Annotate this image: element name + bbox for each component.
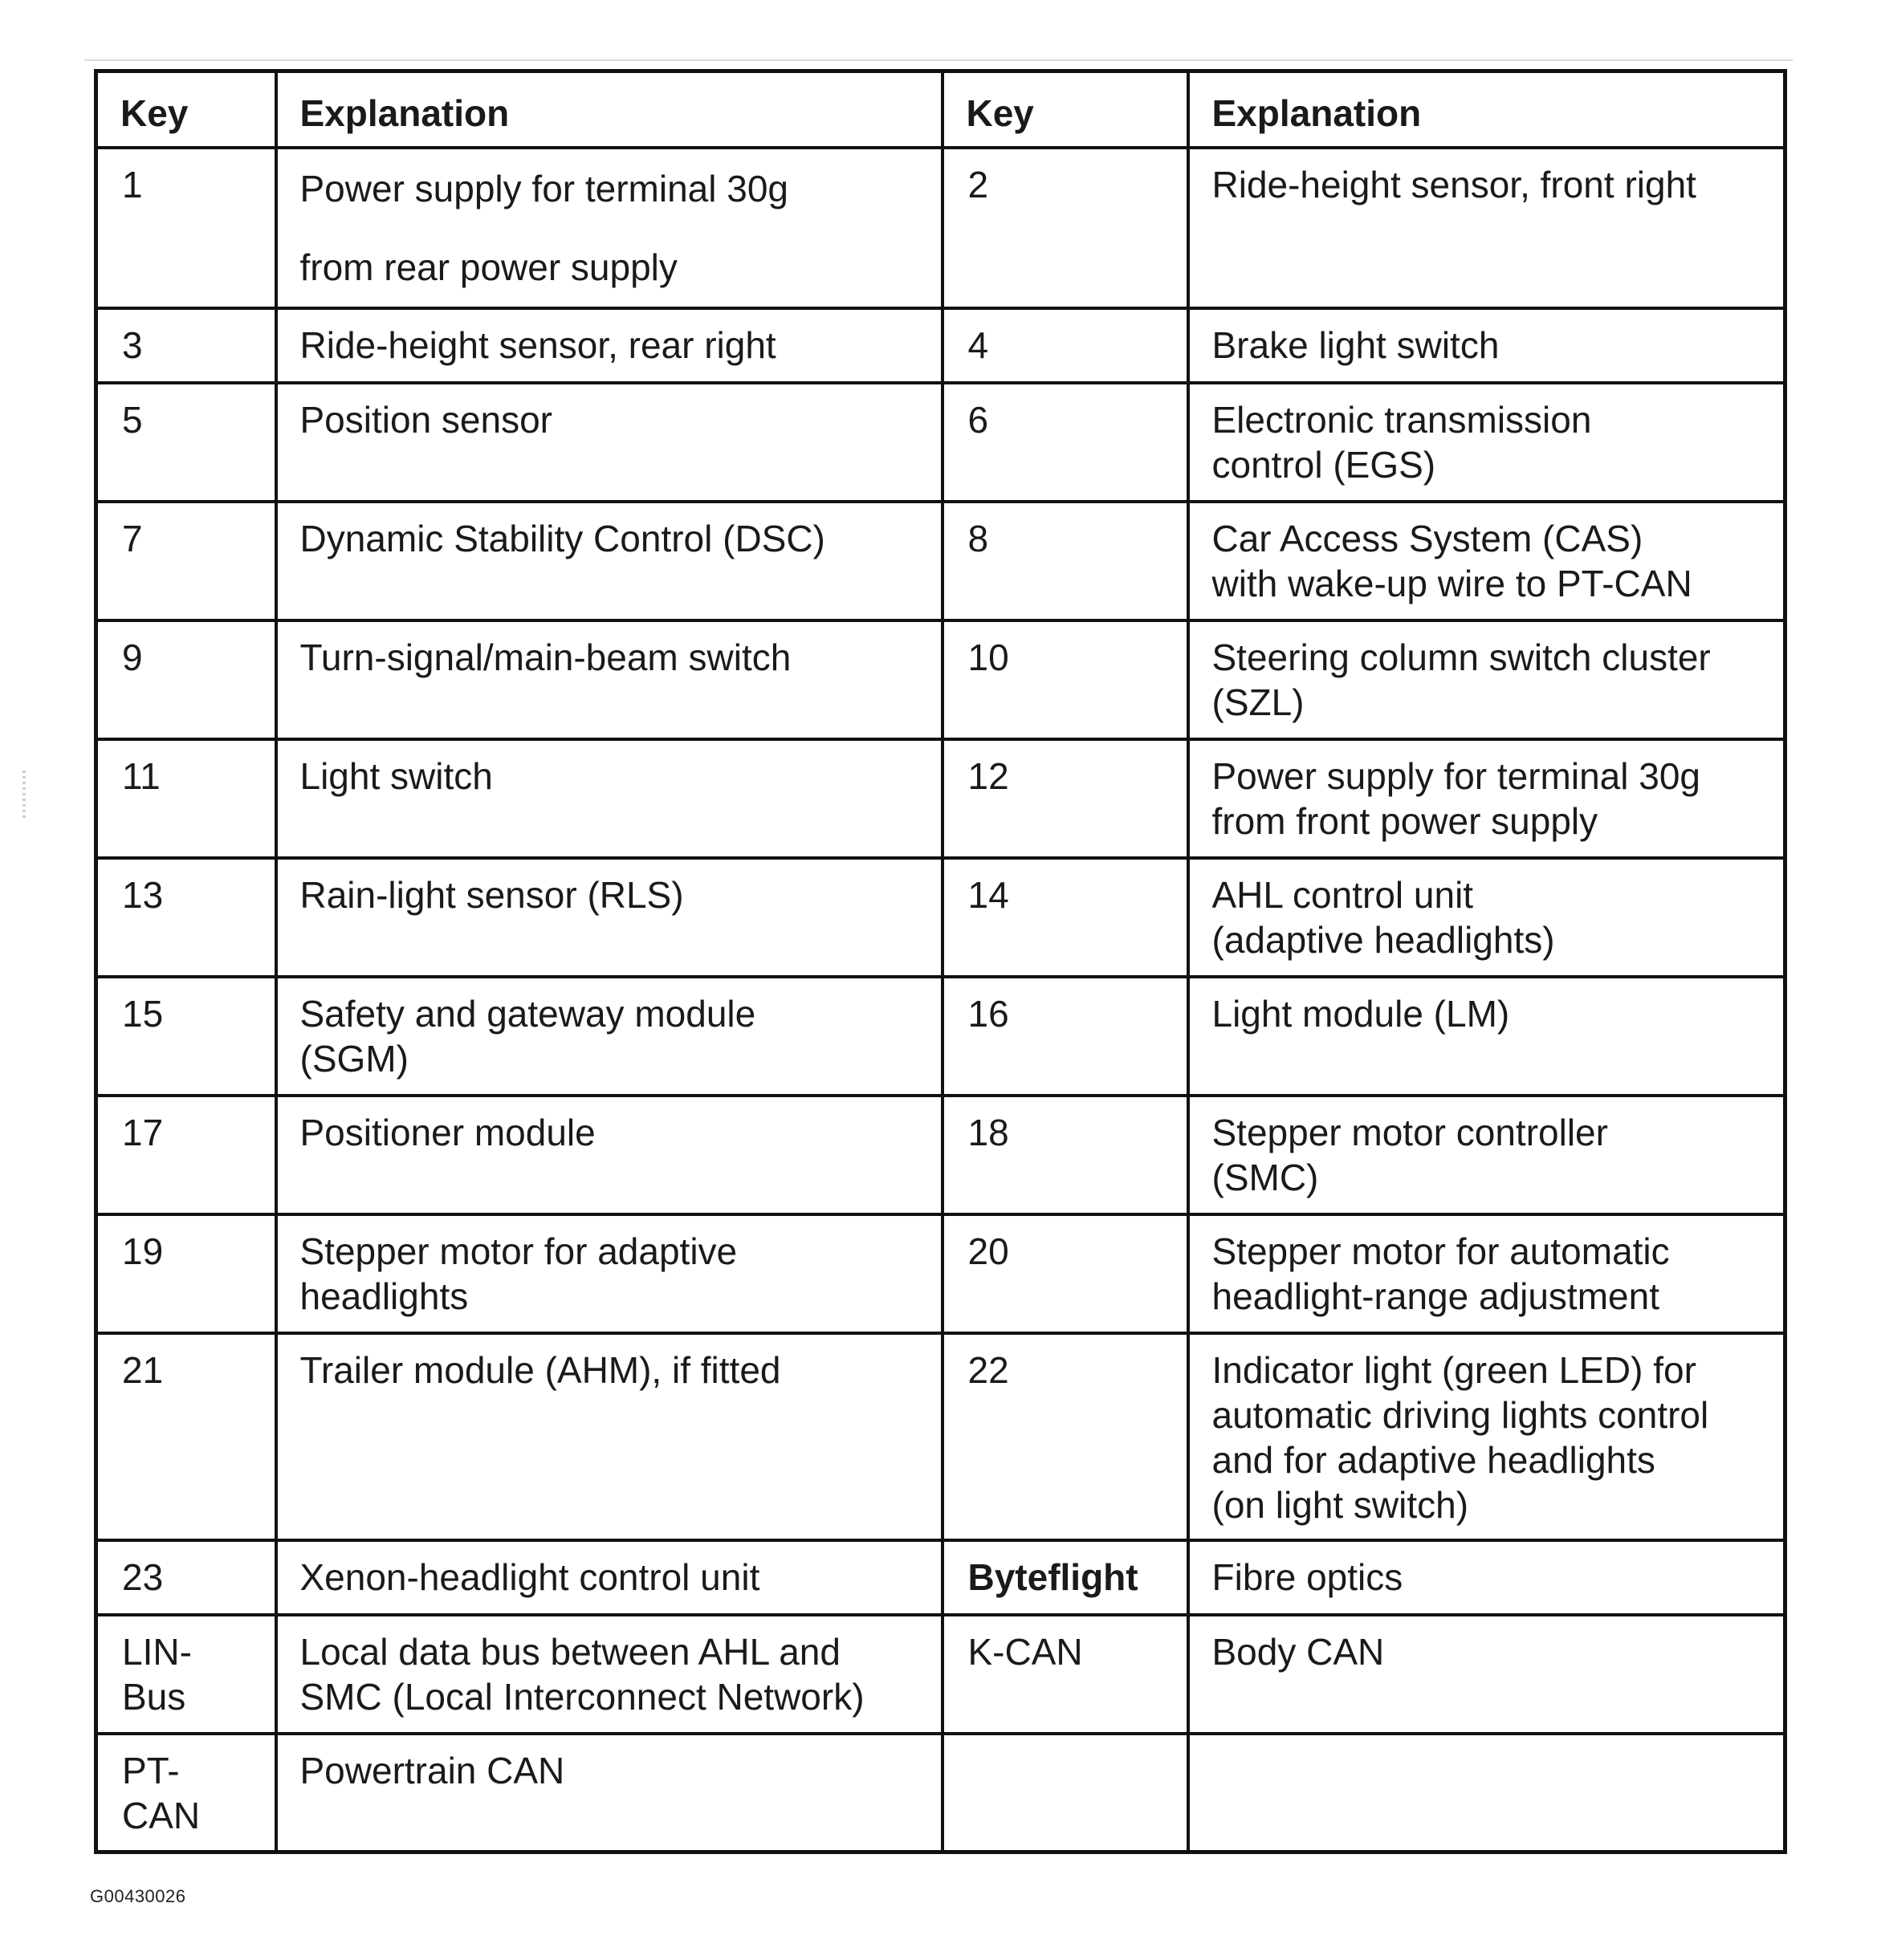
header-key-left: Key	[96, 71, 276, 148]
key-cell-left: 13	[96, 858, 276, 977]
explanation-cell-left: Xenon-headlight control unit	[276, 1540, 943, 1615]
explanation-cell-left: Safety and gateway module (SGM)	[276, 977, 943, 1096]
table-header-row	[96, 71, 1785, 148]
table-row	[96, 977, 1785, 1096]
key-cell-left: 19	[96, 1214, 276, 1333]
explanation-cell-left: Positioner module	[276, 1096, 943, 1214]
key-cell-left: LIN- Bus	[96, 1615, 276, 1734]
key-cell-left: 11	[96, 739, 276, 858]
key-cell-right: 16	[943, 977, 1188, 1096]
key-cell-right: 22	[943, 1333, 1188, 1540]
table-row	[96, 383, 1785, 502]
explanation-cell-left: Trailer module (AHM), if fitted	[276, 1333, 943, 1540]
header-explanation-left: Explanation	[276, 71, 943, 148]
table-row	[96, 858, 1785, 977]
table-row	[96, 308, 1785, 383]
figure-id: G00430026	[90, 1886, 186, 1906]
header-explanation-right: Explanation	[1188, 71, 1785, 148]
explanation-cell-left: Local data bus between AHL and SMC (Local Interconnect Network)	[276, 1615, 943, 1734]
explanation-cell-right: Steering column switch cluster (SZL)	[1188, 620, 1785, 739]
key-cell-right: 18	[943, 1096, 1188, 1214]
explanation-cell-left: Powertrain CAN	[276, 1734, 943, 1852]
key-cell-right: Byteflight	[943, 1540, 1188, 1615]
explanation-cell-left: Power supply for terminal 30g from rear power supply	[276, 148, 943, 308]
explanation-cell-right: Brake light switch	[1188, 308, 1785, 383]
scan-speck	[22, 771, 26, 819]
explanation-cell-right: AHL control unit (adaptive headlights)	[1188, 858, 1785, 977]
key-cell-left: 3	[96, 308, 276, 383]
scan-top-rule	[84, 59, 1793, 61]
explanation-cell-left: Light switch	[276, 739, 943, 858]
key-cell-left: 17	[96, 1096, 276, 1214]
key-cell-left: 9	[96, 620, 276, 739]
explanation-cell-right: Indicator light (green LED) for automatic driving lights control and for adaptive headlights (on light switch)	[1188, 1333, 1785, 1540]
explanation-cell-right: Fibre optics	[1188, 1540, 1785, 1615]
key-cell-left: 23	[96, 1540, 276, 1615]
key-cell-left: 15	[96, 977, 276, 1096]
explanation-cell-right: Body CAN	[1188, 1615, 1785, 1734]
key-cell-left: 21	[96, 1333, 276, 1540]
key-explanation-table	[94, 69, 1787, 1854]
explanation-cell-left: Position sensor	[276, 383, 943, 502]
explanation-cell-left: Ride-height sensor, rear right	[276, 308, 943, 383]
explanation-cell-left: Rain-light sensor (RLS)	[276, 858, 943, 977]
key-cell-right: 14	[943, 858, 1188, 977]
table-row	[96, 148, 1785, 308]
key-cell-right	[943, 1734, 1188, 1852]
explanation-cell-right	[1188, 1734, 1785, 1852]
key-cell-left: 7	[96, 502, 276, 620]
explanation-cell-right: Power supply for terminal 30g from front power supply	[1188, 739, 1785, 858]
key-cell-right: 8	[943, 502, 1188, 620]
explanation-cell-right: Light module (LM)	[1188, 977, 1785, 1096]
explanation-cell-right: Car Access System (CAS) with wake-up wire to PT-CAN	[1188, 502, 1785, 620]
explanation-cell-left: Turn-signal/main-beam switch	[276, 620, 943, 739]
key-cell-left: 1	[96, 148, 276, 308]
key-cell-right: 2	[943, 148, 1188, 308]
explanation-cell-left: Stepper motor for adaptive headlights	[276, 1214, 943, 1333]
key-cell-right: 20	[943, 1214, 1188, 1333]
table-row	[96, 502, 1785, 620]
table-body	[96, 148, 1785, 1852]
table-row	[96, 739, 1785, 858]
key-cell-right: K-CAN	[943, 1615, 1188, 1734]
key-cell-left: 5	[96, 383, 276, 502]
explanation-cell-right: Stepper motor for automatic headlight-range adjustment	[1188, 1214, 1785, 1333]
explanation-cell-right: Ride-height sensor, front right	[1188, 148, 1785, 308]
table-row	[96, 1540, 1785, 1615]
key-cell-right: 6	[943, 383, 1188, 502]
table-row	[96, 1333, 1785, 1540]
header-key-right: Key	[943, 71, 1188, 148]
key-cell-left: PT- CAN	[96, 1734, 276, 1852]
key-cell-right: 10	[943, 620, 1188, 739]
key-cell-right: 4	[943, 308, 1188, 383]
table-row	[96, 1096, 1785, 1214]
table-row	[96, 1734, 1785, 1852]
explanation-cell-right: Electronic transmission control (EGS)	[1188, 383, 1785, 502]
table-row	[96, 1214, 1785, 1333]
table-row	[96, 1615, 1785, 1734]
explanation-cell-left: Dynamic Stability Control (DSC)	[276, 502, 943, 620]
table-row	[96, 620, 1785, 739]
explanation-cell-right: Stepper motor controller (SMC)	[1188, 1096, 1785, 1214]
key-cell-right: 12	[943, 739, 1188, 858]
